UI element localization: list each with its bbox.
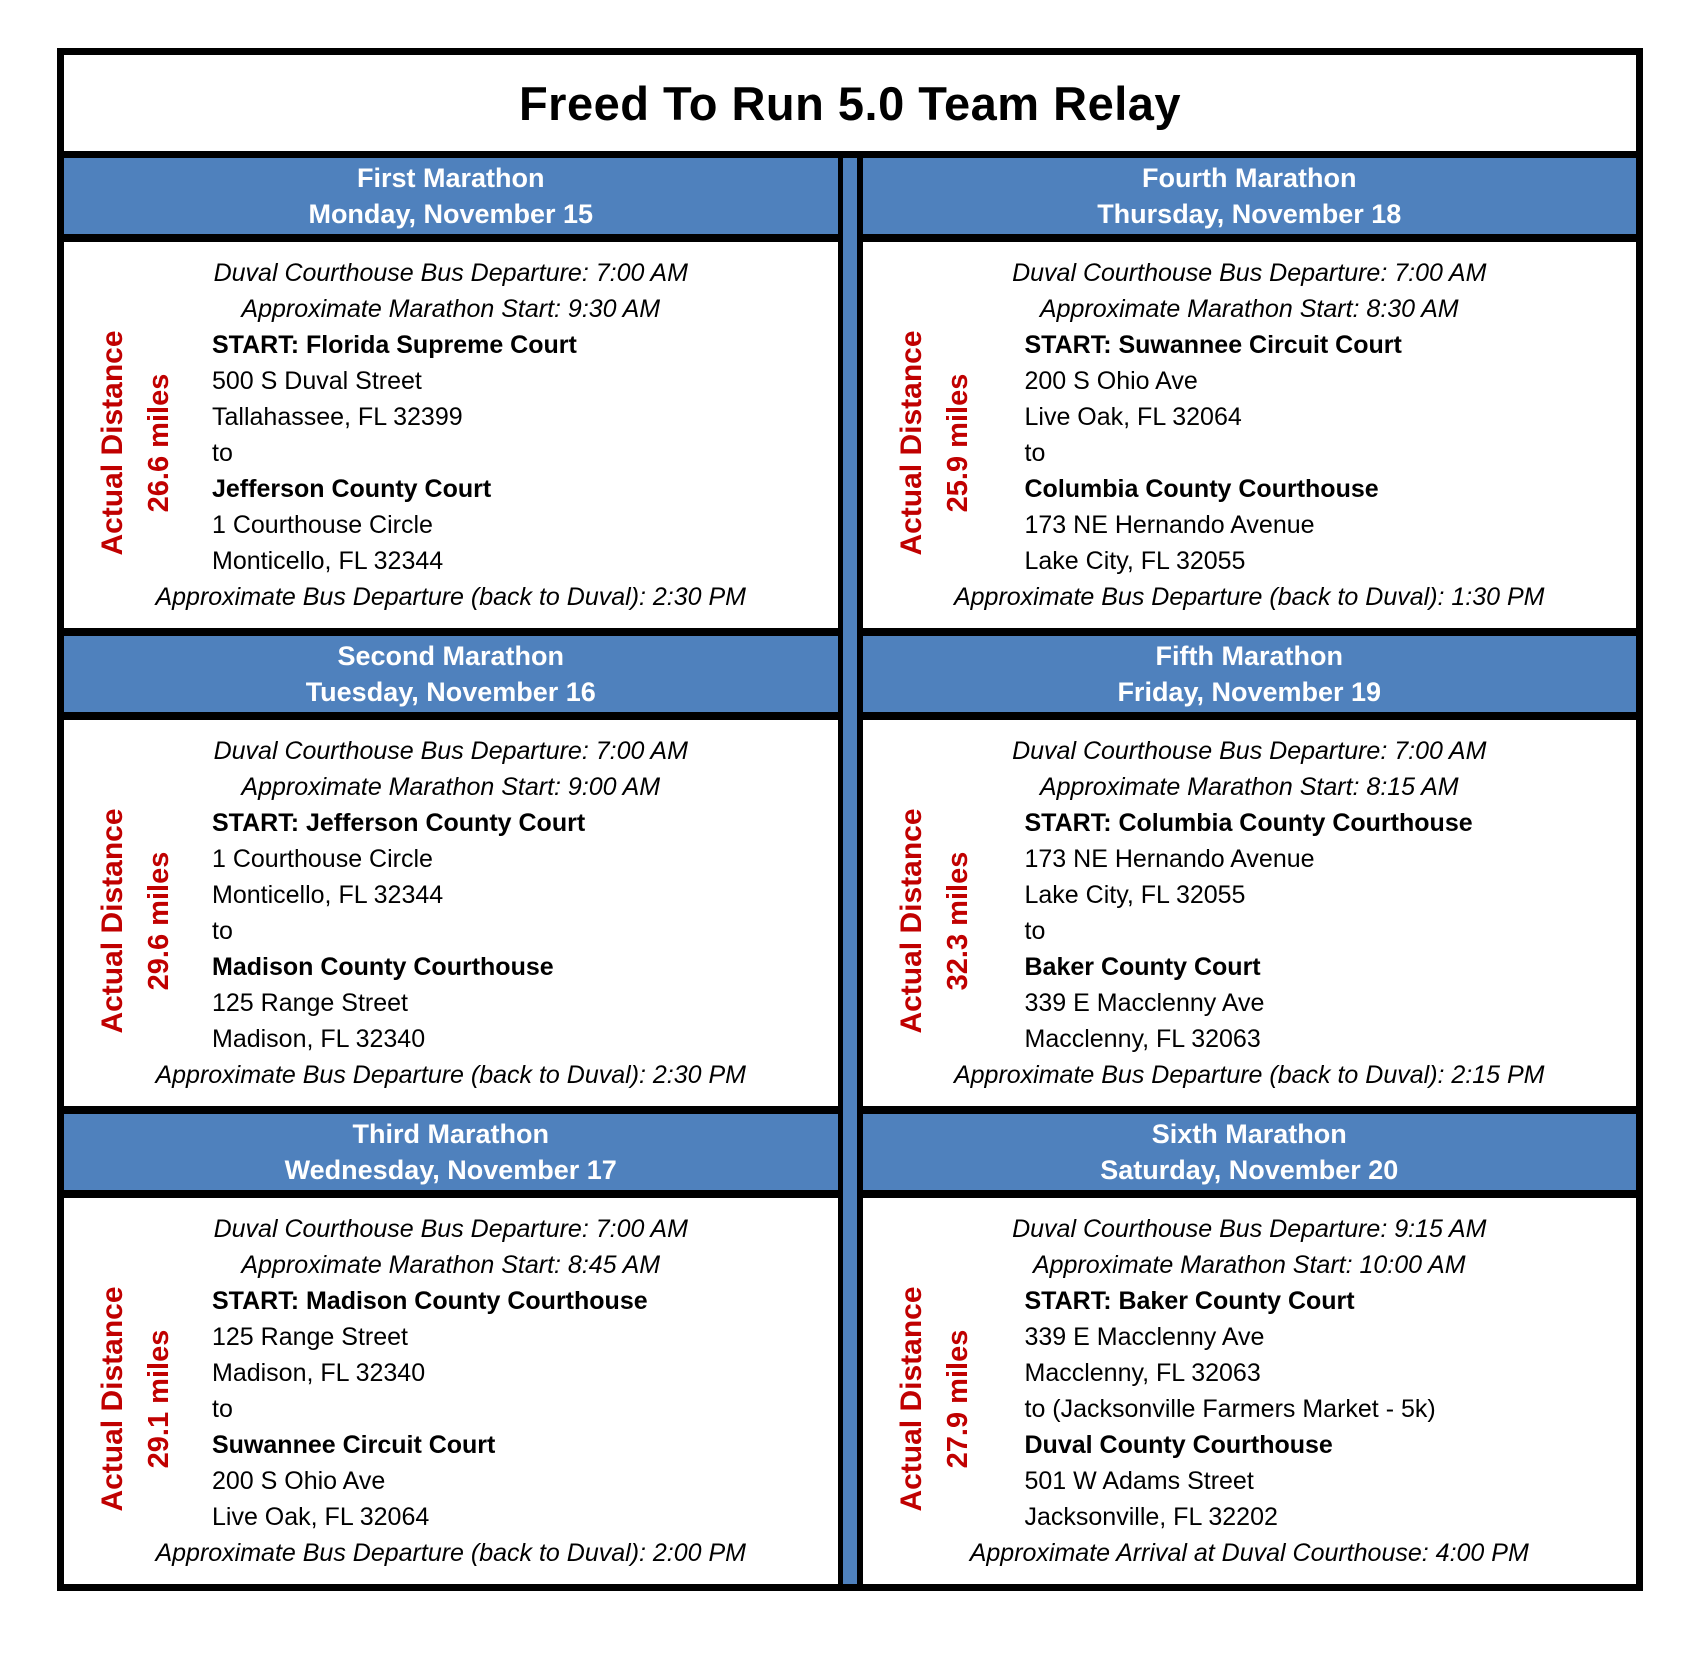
end-location: Jefferson County Court [212,475,492,503]
panel-first-marathon [64,158,838,628]
start-address1: 200 S Ohio Ave [1024,367,1198,395]
marathon-start-line: Approximate Marathon Start: 8:45 AM [241,1251,661,1279]
panel-body [863,242,1637,628]
actual-distance-label: Actual Distance [894,1286,928,1512]
start-address1: 339 E Macclenny Ave [1024,1323,1265,1351]
schedule-sheet [57,48,1643,1591]
marathon-name: First Marathon [356,163,545,193]
marathon-name: Fourth Marathon [1142,163,1357,193]
start-address2: Macclenny, FL 32063 [1024,1359,1261,1387]
marathon-date: Friday, November 19 [1117,677,1382,707]
title-box [57,48,1643,158]
return-departure-line: Approximate Bus Departure (back to Duval): 2:15 PM [953,1061,1545,1089]
end-location: Columbia County Courthouse [1024,475,1379,503]
marathon-name: Second Marathon [337,641,565,671]
to-line: to [212,439,233,467]
start-address2: Monticello, FL 32344 [212,881,444,909]
panel-sixth-marathon [863,1106,1637,1584]
start-location: START: Columbia County Courthouse [1024,809,1473,837]
bus-departure-line: Duval Courthouse Bus Departure: 9:15 AM [1012,1215,1487,1243]
return-departure-line: Approximate Bus Departure (back to Duval): 2:30 PM [155,1061,747,1089]
left-column [64,158,838,1584]
distance-value: 27.9 miles [941,1329,974,1469]
panel-body [863,720,1637,1106]
end-location: Madison County Courthouse [212,953,554,981]
start-location: START: Baker County Court [1024,1287,1355,1315]
marathon-name: Fifth Marathon [1155,641,1343,671]
marathon-start-line: Approximate Marathon Start: 10:00 AM [1032,1251,1466,1279]
end-address2: Lake City, FL 32055 [1024,547,1246,575]
page-title: Freed To Run 5.0 Team Relay [518,76,1182,130]
end-address1: 200 S Ohio Ave [212,1467,386,1495]
marathon-start-line: Approximate Marathon Start: 9:00 AM [241,773,661,801]
marathon-date: Tuesday, November 16 [305,677,596,707]
actual-distance-label: Actual Distance [894,330,928,556]
marathon-start-line: Approximate Marathon Start: 8:15 AM [1039,773,1459,801]
distance-value: 29.1 miles [143,1329,175,1469]
distance-value: 26.6 miles [143,373,175,513]
start-address1: 500 S Duval Street [212,367,422,395]
end-address1: 125 Range Street [212,989,408,1017]
panel-header [863,636,1637,720]
distance-value: 29.6 miles [143,851,175,991]
bus-departure-line: Duval Courthouse Bus Departure: 7:00 AM [213,259,688,287]
start-location: START: Suwannee Circuit Court [1024,331,1402,359]
end-address1: 501 W Adams Street [1024,1467,1254,1495]
marathon-start-line: Approximate Marathon Start: 9:30 AM [241,295,661,323]
marathon-date: Monday, November 15 [308,199,594,229]
arrival-line: Approximate Arrival at Duval Courthouse: 4:00 PM [969,1539,1529,1567]
panel-fifth-marathon [863,628,1637,1106]
actual-distance-label: Actual Distance [96,1286,129,1512]
start-address2: Madison, FL 32340 [212,1359,426,1387]
start-address1: 173 NE Hernando Avenue [1024,845,1315,873]
start-address1: 1 Courthouse Circle [212,845,433,873]
marathon-name: Sixth Marathon [1151,1119,1347,1149]
end-address2: Jacksonville, FL 32202 [1024,1503,1278,1531]
panel-body [64,720,838,1106]
panel-body [64,1198,838,1584]
bus-departure-line: Duval Courthouse Bus Departure: 7:00 AM [213,737,688,765]
start-address2: Tallahassee, FL 32399 [212,403,463,431]
panel-fourth-marathon [863,158,1637,628]
return-departure-line: Approximate Bus Departure (back to Duval): 1:30 PM [953,583,1545,611]
end-address2: Monticello, FL 32344 [212,547,444,575]
schedule-grid [57,158,1643,1591]
bus-departure-line: Duval Courthouse Bus Departure: 7:00 AM [1012,259,1487,287]
actual-distance-label: Actual Distance [894,808,928,1034]
start-location: START: Madison County Courthouse [212,1287,648,1315]
panel-header [64,158,838,242]
right-column [863,158,1637,1584]
start-address2: Live Oak, FL 32064 [1024,403,1242,431]
actual-distance-label: Actual Distance [96,330,129,556]
panel-body [863,1198,1637,1584]
marathon-date: Thursday, November 18 [1097,199,1402,229]
to-line: to [1024,917,1046,945]
panel-header [863,1114,1637,1198]
bus-departure-line: Duval Courthouse Bus Departure: 7:00 AM [213,1215,688,1243]
return-departure-line: Approximate Bus Departure (back to Duval): 2:30 PM [155,583,747,611]
return-departure-line: Approximate Bus Departure (back to Duval): 2:00 PM [155,1539,747,1567]
distance-value: 25.9 miles [941,373,974,513]
marathon-date: Saturday, November 20 [1100,1155,1399,1185]
end-location: Suwannee Circuit Court [212,1431,496,1459]
marathon-name: Third Marathon [352,1119,549,1149]
column-divider [838,158,863,1584]
end-address2: Live Oak, FL 32064 [212,1503,430,1531]
end-address2: Macclenny, FL 32063 [1024,1025,1261,1053]
end-location: Duval County Courthouse [1024,1431,1333,1459]
start-address1: 125 Range Street [212,1323,408,1351]
distance-value: 32.3 miles [941,851,974,991]
to-line: to [212,1395,233,1423]
panel-third-marathon [64,1106,838,1584]
panel-header [64,636,838,720]
panel-body [64,242,838,628]
bus-departure-line: Duval Courthouse Bus Departure: 7:00 AM [1012,737,1487,765]
end-location: Baker County Court [1024,953,1261,981]
start-address2: Lake City, FL 32055 [1024,881,1246,909]
to-line: to (Jacksonville Farmers Market - 5k) [1024,1395,1436,1423]
panel-header [863,158,1637,242]
end-address1: 173 NE Hernando Avenue [1024,511,1315,539]
panel-header [64,1114,838,1198]
start-location: START: Florida Supreme Court [212,331,577,359]
panel-second-marathon [64,628,838,1106]
marathon-start-line: Approximate Marathon Start: 8:30 AM [1039,295,1459,323]
to-line: to [212,917,233,945]
start-location: START: Jefferson County Court [212,809,586,837]
to-line: to [1024,439,1046,467]
end-address1: 339 E Macclenny Ave [1024,989,1265,1017]
end-address2: Madison, FL 32340 [212,1025,426,1053]
marathon-date: Wednesday, November 17 [284,1155,617,1185]
end-address1: 1 Courthouse Circle [212,511,433,539]
actual-distance-label: Actual Distance [96,808,129,1034]
